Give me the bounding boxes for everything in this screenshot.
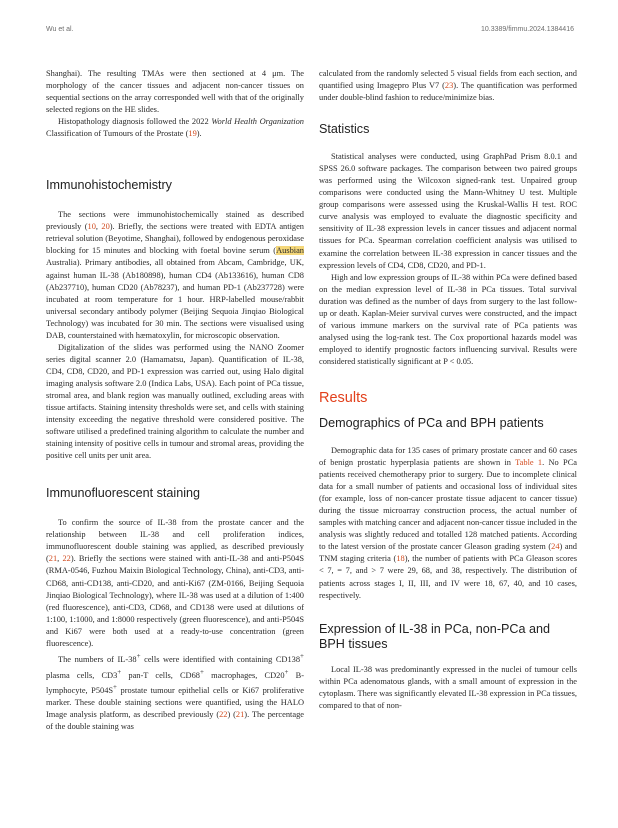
right-column [319, 68, 577, 712]
highlighted-text: Ausbian [276, 246, 304, 256]
table-link[interactable]: Table 1 [515, 458, 543, 468]
citation-link[interactable]: 24 [551, 542, 560, 552]
paragraph-digitalization: Digitalization of the slides was performed using the NANO Zoomer series digital scanner 2.0 (Hamamatsu, Japan). Quantification of IL-38, CD4, CD8, CD20, and PD-1 expression was carried out, using Halo digital imaging analysis software 2.0 (Indica Labs, USA). Each point of PCa tissue, stromal area, and blank region was manually outlined, excluding areas with tissue artifacts. Staining intensity thresholds were set, and cells with staining intensity exceeding the negative threshold were considered positive. The software utilised a predefined training algorithm to calculate the number and staining intensity of positive cells in tumour and stromal areas, providing the positive cell units per unit area. [46, 342, 304, 461]
left-column [46, 68, 304, 733]
citation-link[interactable]: 21 [235, 710, 245, 720]
paragraph-quantification: calculated from the randomly selected 5 visual fields from each section, and quantified using Imagepro Plus V7 (23). The quantification was performed under double-blind fashion to reduce/minimize bias. [319, 69, 577, 103]
section-heading-statistics: Statistics [319, 122, 370, 137]
paragraph-expression: Local IL-38 was predominantly expressed in the nuclei of tumour cells within PCa adenomatous glands, with a small amount of expression in the cytoplasm. There was significantly elevated IL-38 expression in PCa tissues, compared to that of non- [319, 664, 577, 710]
citation-link[interactable]: 19 [188, 129, 197, 139]
section-heading-ihc: Immunohistochemistry [46, 178, 172, 193]
subsection-heading-expression: Expression of IL-38 in PCa, non-PCa and BPH tissues [319, 621, 551, 651]
paragraph-if-method: To confirm the source of IL-38 from the prostate cancer and the relationship between IL-38 and cell proliferation indices, immunofluorescent double staining was applied, as described previously (21, 22). Briefly the sections were stained with anti-IL-38 and anti-P504S (RMA-0546, Fuzhou Maixin Biological Technology, China), anti-CD3, anti-CD68, anti-CD138, anti-CD20, and anti-Ki67 (ZM-0166, Beijing Sequoia Jinqiao Biological Technology), where IL-38 was used at a dilution of 1:400 (red fluorescence), anti-CD3, CD68, and CD138 were used at dilutions of 1:100, 1:1000, and 1:8000 respectively (green fluorescence), and anti-P504S and Ki67 were both used at a ready-to-use concentration (green fluorescence). [46, 518, 305, 648]
running-header-doi[interactable]: 10.3389/fimmu.2024.1384416 [480, 26, 574, 33]
citation-link[interactable]: 22 [62, 554, 71, 564]
citation-link[interactable]: 18 [396, 554, 405, 564]
paragraph-histopathology: Histopathology diagnosis followed the 2022 World Health Organization Classification of Tumours of the Prostate (19). [46, 117, 304, 139]
paragraph-statistics-methods: Statistical analyses were conducted, using GraphPad Prism 8.0.1 and SPSS 26.0 software packages. The comparison between two paired groups was performed using the Wilcoxon signed-rank test. Unpaired group comparisons were conducted using the Mann-Whitney U test. Multiple group comparisons were assessed using the Kruskal-Wallis H test. ROC curve analysis was employed to evaluate the diagnostic specificity and sensitivity of IL-38 expression levels in cancer tissues and adjacent normal tissues for PCa. Spearman correlation coefficient analysis was utilised to examine the correlation between IL-38 expression in cancer tissues and the expression levels of CD4, CD8, CD20, and PD-1. [319, 152, 577, 270]
citation-link[interactable]: 10 [87, 222, 96, 232]
citation-link[interactable]: 23 [444, 81, 454, 91]
paragraph-ihc-method: The sections were immunohistochemically stained as described previously (10, 20). Briefly, the sections were treated with EDTA antigen retrieval solution (Beyotime, Shanghai), followed by endogenous peroxidase blocking for 15 minutes and blocking with foetal bovine serum (Ausbian Australia). Primary antibodies, all obtained from Abcam, Cambridge, UK, against human IL-38 (Ab180898), human CD4 (Ab133616), human CD8 (Ab237710), human CD20 (Ab78237), and human PD-1 (Ab237728) were incubated at room temperature for 1 hour. HRP-labelled mouse/rabbit universal secondary antibody polymer (Beijing Sequoia Jinqiao Biological Technology) was incubated for 30 min. The sections were visualised using DAB, counterstained with hæmatoxylin, for microscopic observation. [46, 210, 304, 340]
paragraph-demographics: Demographic data for 135 cases of primary prostate cancer and 60 cases of benign prostatic hyperplasia patients are shown in Table 1. No PCa patients received chemotherapy prior to surgery. Due to incomplete clinical data for a small number of patients and occasional loss of individual sites (for example, loss of non-cancer prostate tissue adjacent to cancer tissue) during the tissue microarray construction process, the actual number of samples with matching cancer and adjacent non-cancer tissue included in the analysis was slightly reduced and totalled 128 matched patients. According to the latest version of the prostate cancer Gleason grading system (24) and TNM staging criteria (18), the number of patients with PCa Gleason scores < 7, = 7, and > 7 were 29, 68, and 38, respectively. The distribution of patients across stages I, II, III, and IV were 18, 67, 40, and 10 cases, respectively. [319, 445, 578, 600]
subsection-heading-demographics: Demographics of PCa and BPH patients [319, 415, 544, 430]
citation-link[interactable]: 22 [219, 710, 228, 720]
section-heading-results: Results [319, 389, 368, 406]
paragraph-survival-analysis: High and low expression groups of IL-38 within PCa were defined based on the median expression level of IL-38 in PCa tissues. Total survival duration was defined as the number of days from surgery to the last follow-up or death. Kaplan-Meier survival curves were constructed, and the impact of various immune markers on the survival rate of PCa patients was analysed using the log-rank test. The Cox proportional hazards model was employed to identify prognostic factors influencing survival. Results were considered statistically significant at P < 0.05. [319, 272, 577, 366]
citation-link[interactable]: 20 [101, 222, 110, 232]
paragraph-tma: Shanghai). The resulting TMAs were then sectioned at 4 μm. The morphology of the cancer tissues and adjacent non-cancer tissues on sequential sections on the array corresponded well with that of the originally selected regions on the HE slides. [46, 69, 304, 115]
running-header-authors: Wu et al. [46, 26, 74, 33]
section-heading-if: Immunofluorescent staining [46, 486, 201, 501]
paragraph-if-quantification: The numbers of IL-38+ cells were identified with containing CD138+ plasma cells, CD3+ pan-T cells, CD68+ macrophages, CD20+ B-lymphocyte, P504S+ prostate tumour epithelial cells or Ki67 proliferative marker. These double staining sections were quantified, using the HALO Image analysis platform, as described previously (22) (21). The percentage of the double staining was [46, 651, 305, 732]
citation-link[interactable]: 21 [48, 554, 58, 564]
